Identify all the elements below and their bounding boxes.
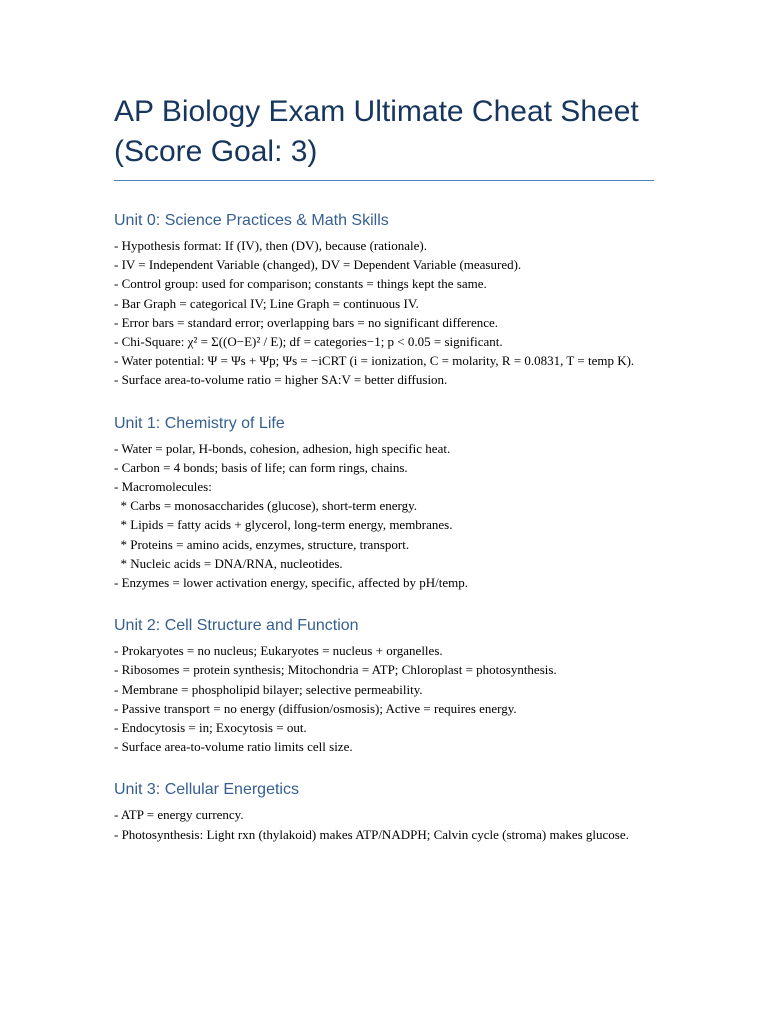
bullet-line: * Proteins = amino acids, enzymes, structure, transport. — [114, 536, 410, 552]
section-unit-1 — [114, 414, 654, 593]
bullet-line: - Error bars = standard error; overlapping bars = no significant difference. — [114, 314, 499, 330]
section-body — [114, 805, 654, 843]
bullet-line: - Passive transport = no energy (diffusion/osmosis); Active = requires energy. — [114, 700, 517, 716]
bullet-line: - Water = polar, H-bonds, cohesion, adhesion, high specific heat. — [114, 440, 451, 456]
section-body — [114, 236, 654, 390]
section-heading: Unit 2: Cell Structure and Function — [114, 617, 359, 635]
section-heading: Unit 0: Science Practices & Math Skills — [114, 212, 389, 229]
bullet-line: * Carbs = monosaccharides (glucose), short-term energy. — [114, 498, 417, 514]
document-title-line-1: AP Biology Exam Ultimate Cheat Sheet — [114, 95, 639, 128]
bullet-line: - Bar Graph = categorical IV; Line Graph = continuous IV. — [114, 295, 419, 311]
section-unit-2 — [114, 616, 654, 756]
bullet-line: - Photosynthesis: Light rxn (thylakoid) makes ATP/NADPH; Calvin cycle (stroma) makes glucose. — [114, 826, 629, 842]
bullet-line: - Carbon = 4 bonds; basis of life; can form rings, chains. — [114, 459, 408, 475]
bullet-line: - Membrane = phospholipid bilayer; selective permeability. — [114, 681, 423, 697]
document-page — [114, 92, 654, 844]
bullet-line: - Hypothesis format: If (IV), then (DV), because (rationale). — [114, 238, 427, 253]
bullet-line: - Enzymes = lower activation energy, specific, affected by pH/temp. — [114, 575, 468, 591]
section-heading: Unit 3: Cellular Energetics — [114, 781, 299, 799]
bullet-line: - Surface area-to-volume ratio = higher SA:V = better diffusion. — [114, 372, 448, 388]
bullet-line: * Nucleic acids = DNA/RNA, nucleotides. — [114, 555, 343, 571]
bullet-line: - Water potential: Ψ = Ψs + Ψp; Ψs = −iCRT (i = ionization, C = molarity, R = 0.0831, T = temp K). — [114, 353, 635, 369]
document-title-line-2: (Score Goal: 3) — [114, 135, 318, 168]
section-unit-3 — [114, 780, 654, 843]
section-unit-0 — [114, 211, 654, 390]
section-body — [114, 439, 654, 593]
bullet-line: - Prokaryotes = no nucleus; Eukaryotes = nucleus + organelles. — [114, 643, 443, 659]
section-body — [114, 641, 654, 756]
bullet-line: - IV = Independent Variable (changed), DV = Dependent Variable (measured). — [114, 257, 522, 273]
bullet-line: - ATP = energy currency. — [114, 807, 244, 823]
document-title — [114, 92, 654, 181]
bullet-line: - Surface area-to-volume ratio limits cell size. — [114, 739, 353, 755]
section-heading: Unit 1: Chemistry of Life — [114, 414, 285, 432]
bullet-line: - Endocytosis = in; Exocytosis = out. — [114, 720, 307, 736]
bullet-line: - Control group: used for comparison; constants = things kept the same. — [114, 276, 487, 292]
bullet-line: - Ribosomes = protein synthesis; Mitochondria = ATP; Chloroplast = photosynthesis. — [114, 662, 557, 678]
bullet-line: - Chi-Square: χ² = Σ((O−E)² / E); df = categories−1; p < 0.05 = significant. — [114, 334, 503, 350]
bullet-line: - Macromolecules: — [114, 479, 212, 495]
bullet-line: * Lipids = fatty acids + glycerol, long-term energy, membranes. — [114, 517, 453, 533]
